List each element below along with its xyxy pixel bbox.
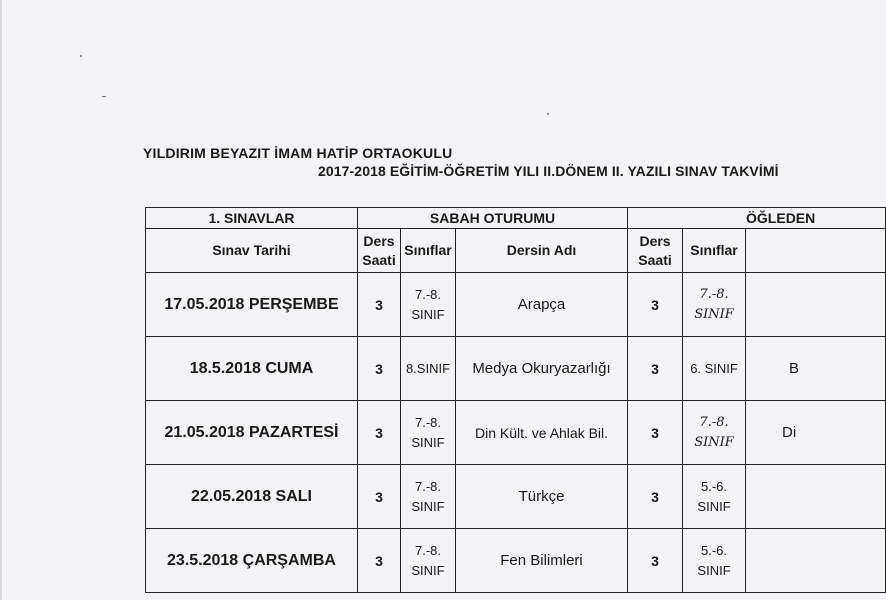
siniflar-2: 5.-6. SINIF — [683, 465, 746, 529]
exam-schedule-table — [145, 207, 886, 593]
ders-saati: 3 — [358, 337, 401, 401]
siniflar-header-2: Sınıflar — [683, 229, 746, 273]
school-title: YILDIRIM BEYAZIT İMAM HATİP ORTAOKULU — [143, 145, 453, 161]
scan-speck — [80, 55, 82, 57]
dersin-adi-2 — [746, 529, 886, 593]
morning-session-header: SABAH OTURUMU — [358, 208, 628, 229]
dersin-adi-2: B — [746, 337, 886, 401]
column-header-row — [146, 229, 886, 273]
group-header-row — [146, 208, 886, 229]
table-row — [146, 465, 886, 529]
siniflar-header: Sınıflar — [401, 229, 456, 273]
ders-saati: 3 — [358, 465, 401, 529]
dersin-adi-2 — [746, 273, 886, 337]
dersin-adi-header-2 — [746, 229, 886, 273]
dersin-adi: Medya Okuryazarlığı — [456, 337, 628, 401]
scan-edge — [0, 0, 2, 600]
table-row — [146, 337, 886, 401]
siniflar: 7.-8. SINIF — [401, 401, 456, 465]
siniflar-2: 5.-6. SINIF — [683, 529, 746, 593]
ders-saati: 3 — [358, 273, 401, 337]
table-row — [146, 529, 886, 593]
exam-date: 23.5.2018 ÇARŞAMBA — [146, 529, 358, 593]
ders-saati-2: 3 — [628, 465, 683, 529]
dersin-adi: Din Kült. ve Ahlak Bil. — [456, 401, 628, 465]
ders-saati-2: 3 — [628, 337, 683, 401]
ders-saati-2: 3 — [628, 273, 683, 337]
siniflar: 8.SINIF — [401, 337, 456, 401]
ders-saati-header: Ders Saati — [358, 229, 401, 273]
siniflar: 7.-8. SINIF — [401, 529, 456, 593]
exams-group-header: 1. SINAVLAR — [146, 208, 358, 229]
ders-saati-2: 3 — [628, 401, 683, 465]
siniflar: 7.-8. SINIF — [401, 465, 456, 529]
ders-saati-header-2: Ders Saati — [628, 229, 683, 273]
exam-date: 22.05.2018 SALI — [146, 465, 358, 529]
dersin-adi-2: Di — [746, 401, 886, 465]
dersin-adi: Fen Bilimleri — [456, 529, 628, 593]
siniflar-2: 7.-8. SINIF — [683, 273, 746, 337]
afternoon-session-header: ÖĞLEDEN — [628, 208, 886, 229]
siniflar-2: 6. SINIF — [683, 337, 746, 401]
table-row — [146, 401, 886, 465]
siniflar-2: 7.-8. SINIF — [683, 401, 746, 465]
date-column-header: Sınav Tarihi — [146, 229, 358, 273]
schedule-subtitle: 2017-2018 EĞİTİM-ÖĞRETİM YILI II.DÖNEM II. YAZILI SINAV TAKVİMİ — [318, 163, 779, 179]
ders-saati: 3 — [358, 401, 401, 465]
exam-date: 21.05.2018 PAZARTESİ — [146, 401, 358, 465]
siniflar: 7.-8. SINIF — [401, 273, 456, 337]
exam-date: 18.5.2018 CUMA — [146, 337, 358, 401]
ders-saati: 3 — [358, 529, 401, 593]
ders-saati-2: 3 — [628, 529, 683, 593]
dersin-adi-2 — [746, 465, 886, 529]
dersin-adi-header: Dersin Adı — [456, 229, 628, 273]
scan-speck — [102, 96, 106, 97]
exam-date: 17.05.2018 PERŞEMBE — [146, 273, 358, 337]
dersin-adi: Türkçe — [456, 465, 628, 529]
table-row — [146, 273, 886, 337]
scan-speck — [547, 113, 549, 115]
dersin-adi: Arapça — [456, 273, 628, 337]
